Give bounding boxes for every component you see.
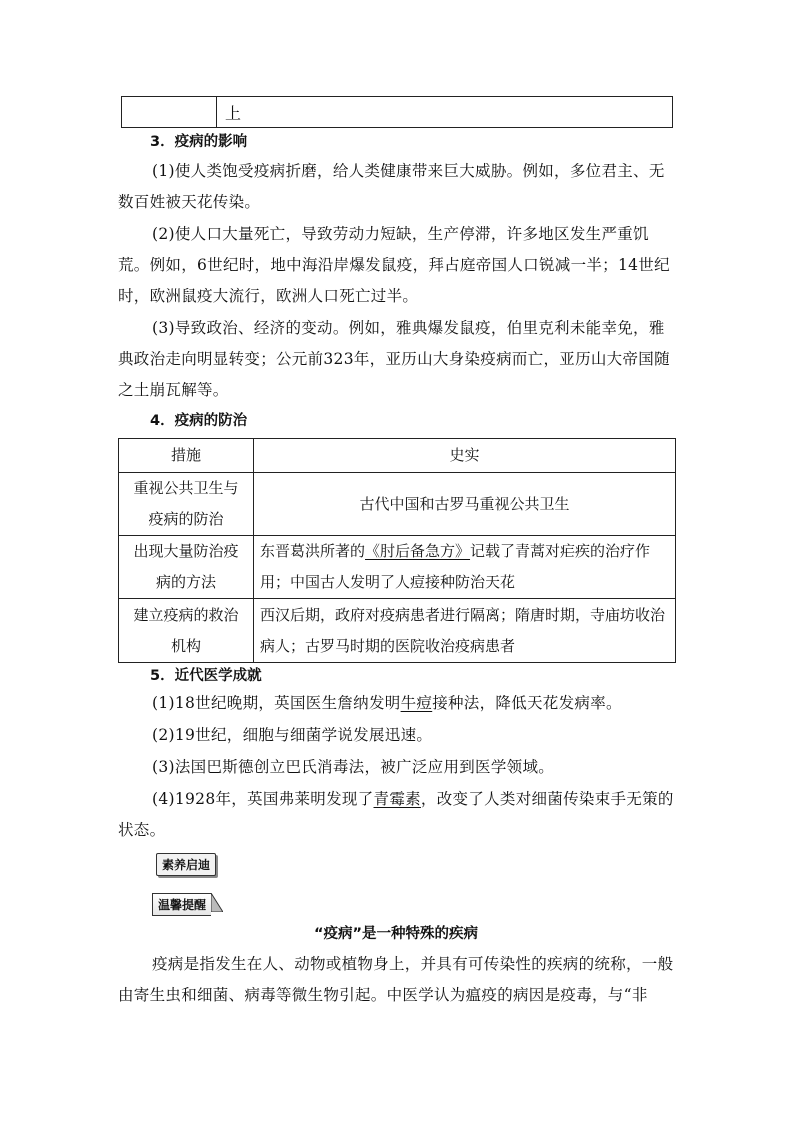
reminder-badge: 温馨提醒 [152,893,211,916]
book-title-underlined: 《肘后备急方》 [365,542,471,560]
section-3-paragraph-2: (2)使人口大量死亡，导致劳动力短缺，生产停滞，许多地区发生严重饥荒。例如，6世纪时，地中海沿岸爆发鼠疫，拜占庭帝国人口锐减一半；14世纪时，欧洲鼠疫大流行，欧洲人口死亡过半。 [118,225,670,305]
table-row [119,473,676,536]
top-table-right-cell: 上 [217,97,673,128]
section-5-paragraph-1: (1)18世纪晚期，英国医生詹纳发明牛痘接种法，降低天花发病率。 [152,694,622,712]
table-header-fact: 史实 [254,439,676,473]
prevention-table [118,438,676,663]
note-body: 疫病是指发生在人、动物或植物身上，并具有可传染性的疾病的统称，一般由寄生虫和细菌、病毒等微生物引起。中医学认为瘟疫的病因是疫毒，与“非 [118,955,674,1004]
table-row [119,536,676,599]
table-cell-fact: 古代中国和古罗马重视公共卫生 [254,473,676,536]
underlined-term: 牛痘 [400,694,433,712]
reminder-badge-corner-icon [211,893,223,912]
table-cell-measure: 出现大量防治疫病的方法 [119,536,254,599]
section-4-heading: 4．疫病的防治 [150,413,248,429]
section-5-paragraph-2: (2)19世纪，细胞与细菌学说发展迅速。 [152,726,433,744]
table-cell-fact: 东晋葛洪所著的《肘后备急方》记载了青蒿对疟疾的治疗作用；中国古人发明了人痘接种防治天花 [254,536,676,599]
section-3-heading: 3．疫病的影响 [150,134,248,150]
table-cell-fact: 西汉后期，政府对疫病患者进行隔离；隋唐时期，寺庙坊收治病人；古罗马时期的医院收治疫病患者 [254,599,676,663]
table-header-measure: 措施 [119,439,254,473]
section-3-paragraph-3: (3)导致政治、经济的变动。例如，雅典爆发鼠疫，伯里克利未能幸免，雅典政治走向明显转变；公元前323年，亚历山大身染疫病而亡，亚历山大帝国随之土崩瓦解等。 [118,319,670,399]
top-table-fragment [121,96,673,128]
literacy-badge: 素养启迪 [156,853,216,876]
top-table-left-cell [122,97,217,128]
table-cell-measure: 重视公共卫生与疫病的防治 [119,473,254,536]
section-5-paragraph-4: (4)1928年，英国弗莱明发现了青霉素，改变了人类对细菌传染束手无策的状态。 [118,790,674,839]
table-row [119,599,676,663]
section-3-paragraph-1: (1)使人类饱受疫病折磨，给人类健康带来巨大威胁。例如，多位君主、无数百姓被天花传染。 [118,162,665,211]
section-5-heading: 5．近代医学成就 [150,668,262,684]
table-cell-measure: 建立疫病的救治机构 [119,599,254,663]
section-5-paragraph-3: (3)法国巴斯德创立巴氏消毒法，被广泛应用到医学领域。 [152,758,555,776]
note-title: “疫病”是一种特殊的疾病 [313,926,479,942]
underlined-term: 青霉素 [373,790,421,808]
